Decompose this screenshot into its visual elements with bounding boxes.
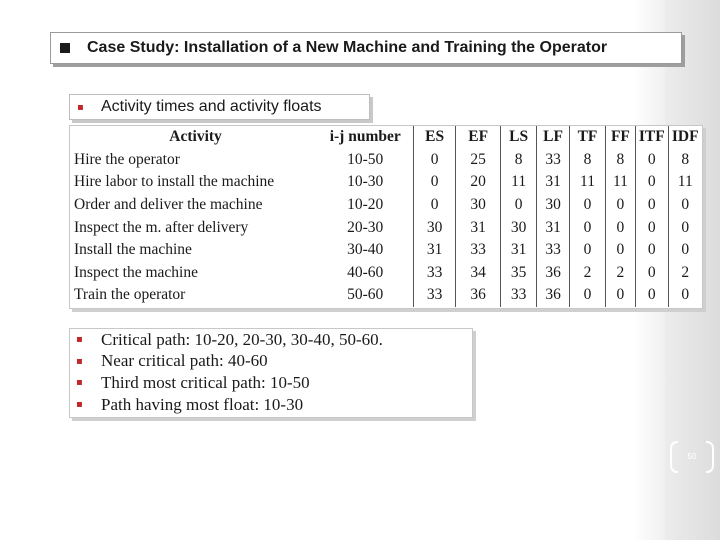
- cell-ls: 0: [501, 194, 536, 217]
- list-item-text: Path having most float: 10-30: [101, 394, 304, 414]
- cell-tf: 8: [570, 149, 605, 172]
- list-item-text: Third most critical path: 10-50: [101, 372, 310, 392]
- table-row: [70, 262, 702, 285]
- cell-activity: Order and deliver the machine: [74, 196, 263, 214]
- header-idf: IDF: [668, 126, 702, 149]
- findings-list: [69, 328, 473, 418]
- cell-activity: Train the operator: [74, 286, 186, 304]
- header-ef: EF: [455, 126, 501, 149]
- cell-itf: 0: [636, 239, 668, 262]
- cell-lf: 30: [536, 194, 569, 217]
- cell-activity: Inspect the m. after delivery: [74, 218, 249, 236]
- list-item: [70, 372, 472, 394]
- list-item: [70, 394, 472, 416]
- cell-lf: 33: [536, 149, 569, 172]
- cell-itf: 0: [636, 171, 668, 194]
- red-square-bullet-icon: ▪: [76, 399, 83, 411]
- cell-tf: 0: [570, 239, 605, 262]
- table-row: [70, 171, 702, 194]
- cell-ef: 36: [455, 284, 501, 307]
- cell-itf: 0: [636, 194, 668, 217]
- list-item: [70, 329, 472, 351]
- red-square-bullet-icon: ▪: [77, 101, 84, 113]
- cell-tf: 11: [570, 171, 605, 194]
- table-row: [70, 284, 702, 307]
- cell-ij: 10-30: [347, 173, 384, 191]
- cell-idf: 0: [668, 216, 702, 239]
- cell-activity: Hire labor to install the machine: [74, 173, 275, 191]
- cell-es: 0: [414, 149, 456, 172]
- cell-itf: 0: [636, 262, 668, 285]
- cell-ef: 31: [455, 216, 501, 239]
- cell-ls: 33: [501, 284, 536, 307]
- subtitle-box: [69, 94, 370, 120]
- cell-lf: 36: [536, 284, 569, 307]
- cell-activity: Hire the operator: [74, 150, 180, 168]
- cell-tf: 0: [570, 216, 605, 239]
- header-es: ES: [414, 126, 456, 149]
- cell-ef: 20: [455, 171, 501, 194]
- table-row: [70, 149, 702, 172]
- cell-ff: 8: [605, 149, 635, 172]
- cell-ls: 11: [501, 171, 536, 194]
- cell-ij: 10-50: [347, 150, 384, 168]
- cell-ff: 2: [605, 262, 635, 285]
- cell-ff: 0: [605, 284, 635, 307]
- black-square-icon: [60, 43, 70, 53]
- cell-tf: 0: [570, 194, 605, 217]
- cell-tf: 2: [570, 262, 605, 285]
- header-lf: LF: [536, 126, 569, 149]
- header-itf: ITF: [636, 126, 668, 149]
- list-item-text: Critical path: 10-20, 20-30, 30-40, 50-60.: [101, 329, 383, 349]
- header-tf: TF: [570, 126, 605, 149]
- cell-idf: 0: [668, 194, 702, 217]
- page-number-badge: [670, 441, 714, 473]
- cell-idf: 11: [668, 171, 702, 194]
- cell-es: 0: [414, 194, 456, 217]
- activity-table-box: [69, 125, 703, 309]
- cell-ij: 30-40: [347, 241, 384, 259]
- cell-lf: 31: [536, 171, 569, 194]
- cell-itf: 0: [636, 284, 668, 307]
- page-number: 50: [687, 452, 697, 461]
- cell-ls: 8: [501, 149, 536, 172]
- cell-ij: 40-60: [347, 263, 384, 281]
- cell-es: 33: [414, 284, 456, 307]
- cell-itf: 0: [636, 149, 668, 172]
- header-ls: LS: [501, 126, 536, 149]
- cell-lf: 33: [536, 239, 569, 262]
- cell-activity: Install the machine: [74, 241, 192, 259]
- list-item-text: Near critical path: 40-60: [101, 351, 268, 371]
- cell-ls: 30: [501, 216, 536, 239]
- subtitle: Activity times and activity floats: [101, 98, 322, 115]
- cell-ij: 50-60: [347, 286, 384, 304]
- cell-lf: 31: [536, 216, 569, 239]
- cell-lf: 36: [536, 262, 569, 285]
- cell-ef: 30: [455, 194, 501, 217]
- cell-ls: 31: [501, 239, 536, 262]
- cell-ef: 33: [455, 239, 501, 262]
- cell-tf: 0: [570, 284, 605, 307]
- cell-activity: Inspect the machine: [74, 263, 198, 281]
- cell-idf: 0: [668, 239, 702, 262]
- cell-ff: 0: [605, 216, 635, 239]
- list-item: [70, 351, 472, 373]
- cell-es: 31: [414, 239, 456, 262]
- cell-idf: 0: [668, 284, 702, 307]
- slide-title: Case Study: Installation of a New Machine and Training the Operator: [87, 39, 608, 56]
- activity-table: [70, 126, 702, 307]
- cell-es: 30: [414, 216, 456, 239]
- cell-ij: 20-30: [347, 218, 384, 236]
- slide-title-bar: [50, 32, 682, 64]
- table-row: [70, 239, 702, 262]
- cell-es: 33: [414, 262, 456, 285]
- cell-ff: 11: [605, 171, 635, 194]
- right-bracket-icon: [706, 441, 714, 473]
- red-square-bullet-icon: ▪: [76, 334, 83, 346]
- header-ff: FF: [605, 126, 635, 149]
- cell-ef: 25: [455, 149, 501, 172]
- cell-ff: 0: [605, 239, 635, 262]
- cell-ls: 35: [501, 262, 536, 285]
- table-row: [70, 216, 702, 239]
- cell-idf: 2: [668, 262, 702, 285]
- header-ij-number: i-j number: [329, 128, 401, 146]
- cell-idf: 8: [668, 149, 702, 172]
- cell-ff: 0: [605, 194, 635, 217]
- cell-ef: 34: [455, 262, 501, 285]
- red-square-bullet-icon: ▪: [76, 377, 83, 389]
- cell-es: 0: [414, 171, 456, 194]
- table-header-row: [70, 126, 702, 149]
- table-row: [70, 194, 702, 217]
- red-square-bullet-icon: ▪: [76, 355, 83, 367]
- cell-itf: 0: [636, 216, 668, 239]
- header-activity: Activity: [169, 128, 222, 146]
- cell-ij: 10-20: [347, 196, 384, 214]
